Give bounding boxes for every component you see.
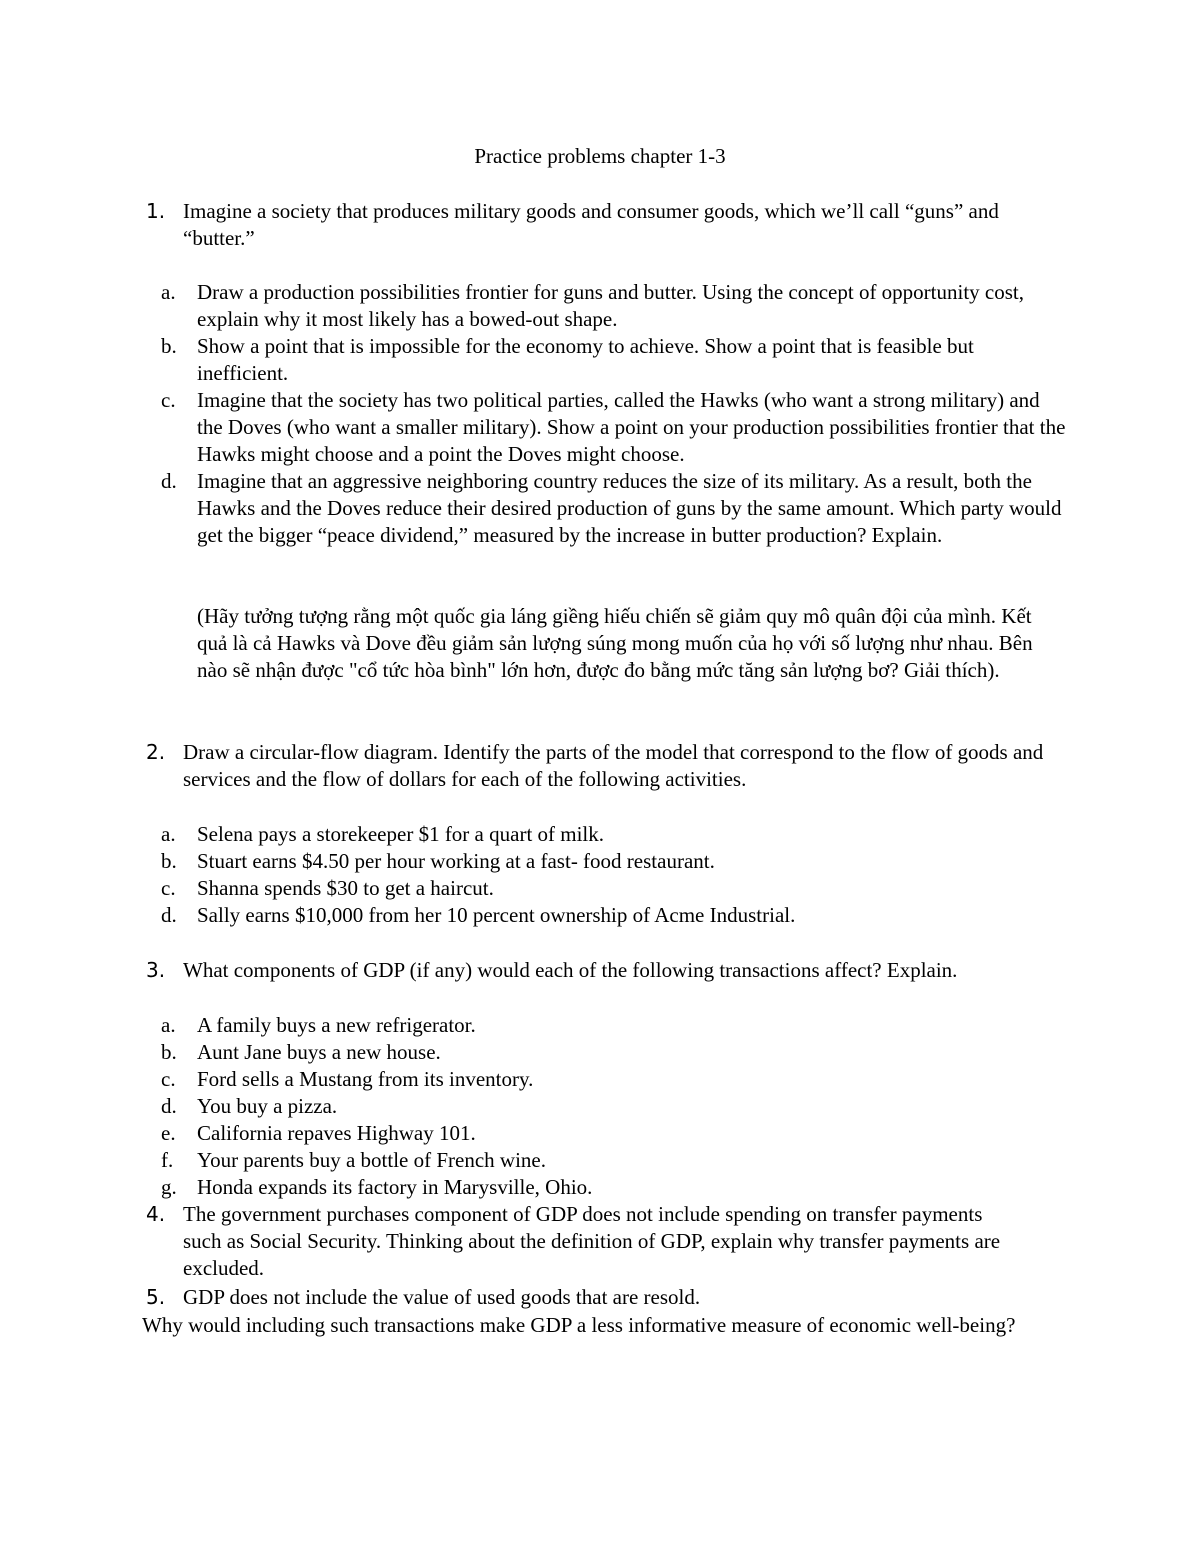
item-text: You buy a pizza. [197,1094,338,1118]
item-text: Aunt Jane buys a new house. [197,1040,441,1064]
item-text: Draw a production possibilities frontier for guns and butter. Using the concept of opportunity cost, explain why it most likely has a bowed-out shape. [197,280,1025,331]
item-label: d. [161,1094,177,1118]
item-label: d. [161,469,177,493]
item-text: Show a point that is impossible for the economy to achieve. Show a point that is feasible but inefficient. [197,334,974,385]
item-label: e. [161,1121,176,1145]
item-text: Sally earns $10,000 from her 10 percent ownership of Acme Industrial. [197,903,796,927]
question-text: The government purchases component of GDP does not include spending on transfer payments such as Social Security. Thinking about the definition of GDP, explain why transfer payments are excluded. [183,1202,1001,1280]
item-text: Imagine that an aggressive neighboring country reduces the size of its military. As a result, both the Hawks and the Doves reduce their desired production of guns by the same amount. Which party would get the bigger “peace dividend,” measured by the increase in butter production? Explain. [197,469,1062,547]
question-number: 1. [146,199,166,223]
question-number: 3. [146,958,166,982]
question-text: GDP does not include the value of used goods that are resold. [183,1285,701,1309]
item-text: Stuart earns $4.50 per hour working at a fast- food restaurant. [197,849,715,873]
vietnamese-translation: (Hãy tưởng tượng rằng một quốc gia láng giềng hiếu chiến sẽ giảm quy mô quân đội của mình. Kết quả là cả Hawks và Dove đều giảm sản lượng súng mong muốn của họ với số lượng như nhau. Bên nào sẽ nhận được "cổ tức hòa bình" lớn hơn, được đo bằng mức tăng sản lượng bơ? Giải thích). [197,604,1033,682]
item-label: c. [161,1067,176,1091]
page-title: Practice problems chapter 1-3 [474,144,726,168]
item-label: c. [161,876,176,900]
item-label: f. [161,1148,174,1172]
item-text: Imagine that the society has two political parties, called the Hawks (who want a strong military) and the Doves (who want a smaller military). Show a point on your production possibilities frontier that the Hawks might choose and a point the Doves might choose. [197,388,1066,466]
question-text: Draw a circular-flow diagram. Identify the parts of the model that correspond to the flow of goods and services and the flow of dollars for each of the following activities. [183,740,1044,791]
item-label: a. [161,280,176,304]
item-text: Your parents buy a bottle of French wine. [197,1148,546,1172]
item-text: Shanna spends $30 to get a haircut. [197,876,494,900]
question-text: Imagine a society that produces military goods and consumer goods, which we’ll call “guns” and “butter.” [183,199,999,250]
item-label: b. [161,1040,177,1064]
question-number: 2. [146,740,166,764]
question-number: 5. [146,1285,166,1309]
item-label: a. [161,1013,176,1037]
item-text: Honda expands its factory in Marysville, Ohio. [197,1175,593,1199]
item-text: Ford sells a Mustang from its inventory. [197,1067,534,1091]
item-text: Selena pays a storekeeper $1 for a quart of milk. [197,822,605,846]
item-text: A family buys a new refrigerator. [197,1013,476,1037]
item-label: b. [161,334,177,358]
item-label: a. [161,822,176,846]
item-label: d. [161,903,177,927]
question-5-continuation: Why would including such transactions make GDP a less informative measure of economic well-being? [142,1313,1016,1337]
question-number: 4. [146,1202,166,1226]
question-text: What components of GDP (if any) would each of the following transactions affect? Explain. [183,958,958,982]
item-text: California repaves Highway 101. [197,1121,476,1145]
item-label: g. [161,1175,177,1199]
item-label: b. [161,849,177,873]
item-label: c. [161,388,176,412]
